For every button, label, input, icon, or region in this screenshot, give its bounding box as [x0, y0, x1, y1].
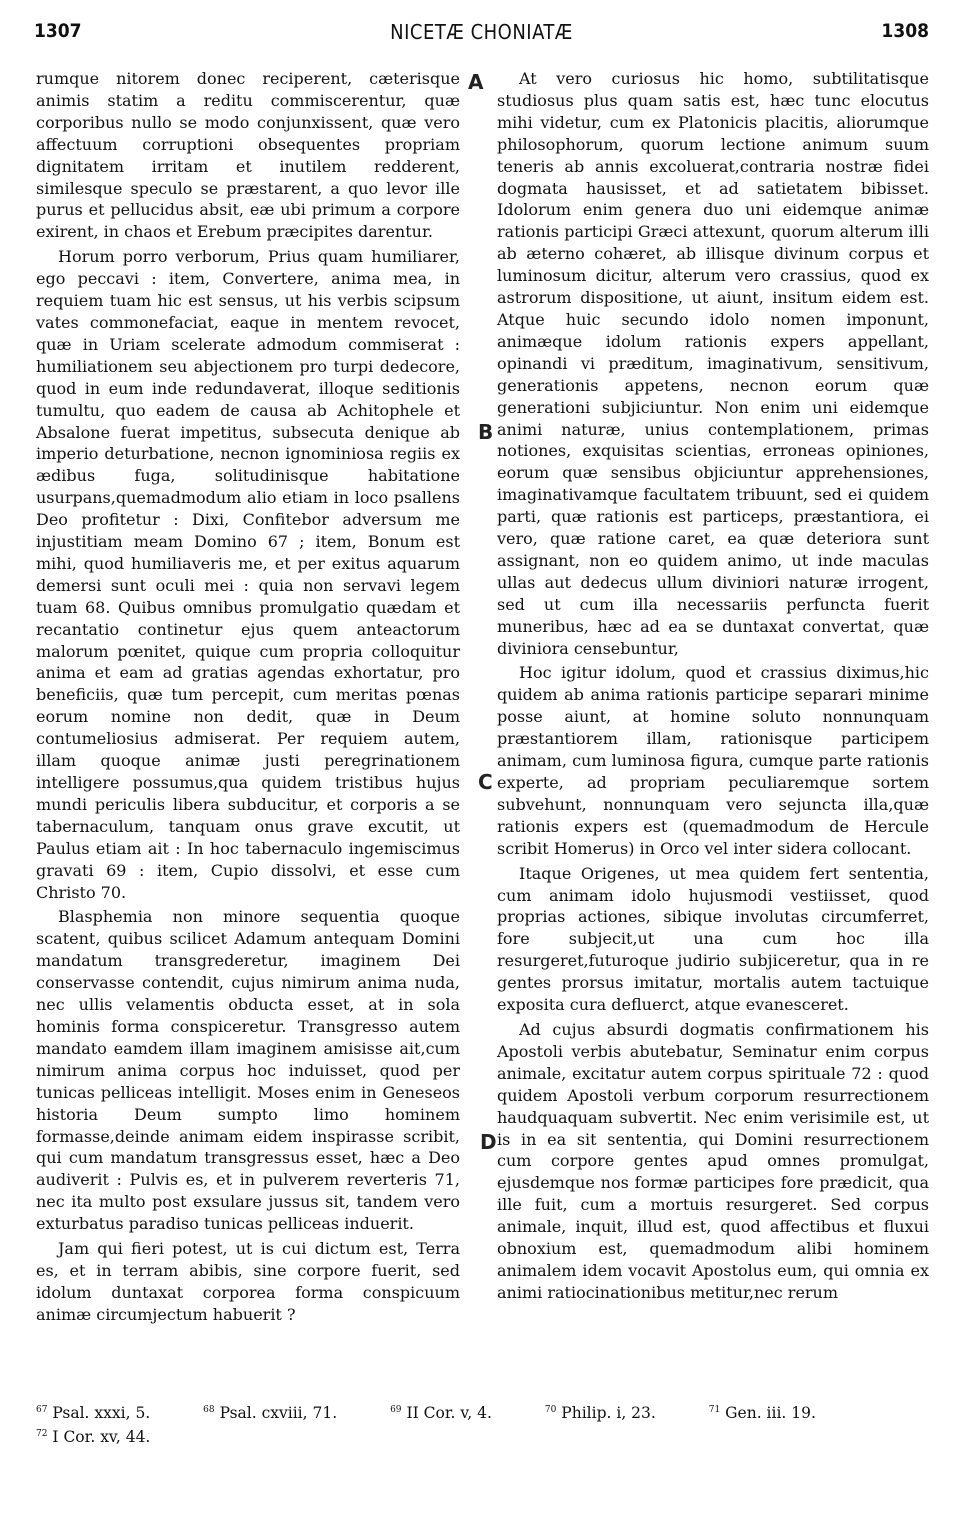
footnote: $^{72}$ I Cor. xv, 44.	[36, 1428, 151, 1447]
paragraph: At vero curiosus hic homo, subtilitatisque studiosus plus quam satis est, hæc tunc elocutus mihi videtur, cum ex Platonicis placitis, aliorumque philosophorum, quorum lectione animum suum teneris ab annis excoluerat,contraria nostræ fidei dogmata hausisset, et ad satietatem bibisset. Idolorum enim genera duo uni eidemque animæ rationis participi Græci attexunt, quorum alterum illi ab æterno cohæret, ab illisque divinum corpus et luminosum dicitur, alterum vero crassius, quod ex astrorum dispositione, ut aiunt, insitum eidem est. Atque huic secundo idolo nomen imponunt, animæque idolum rationis expers appellant, opinandi vi præditum, imaginativum, sensitivum, generationis appetens, necnon eorum quæ generationi subjiciuntur. Non enim uni eidemque animi naturæ, unius contemplationem, primas notiones, exquisitas scientias, erroneas opiniones, eorum quæ sensibus objiciuntur apprehensiones, imaginativamque facultatem tribuunt, sed ei quidem parti, quæ rationis est particeps, præstantiora, ei vero, quæ ratione caret, ea quæ deteriora sunt assignant, non eo quidem animo, ut inde maculas ullas aut dedecus ullum diviniori naturæ irrogent, sed ut cum illa necessariis perfuncta fuerit muneribus, hæc ad ea se duntaxat convertat, quæ diviniora censebuntur,	[497, 69, 929, 658]
footnote: $^{70}$ Philip. i, 23.	[544, 1404, 656, 1423]
paragraph: Blasphemia non minore sequentia quoque scatent, quibus scilicet Adamum antequam Domini mandatum transgrederetur, imaginem Dei conservasse contendit, cujus nimirum anima nuda, nec ullis velamentis obducta esset, at in sola hominis forma conspiceretur. Transgresso autem mandato eamdem illam imaginem amisisse ait,cum nimirum anima corpus hoc induisset, quod per tunicas pelliceas intelligit. Moses enim in Geneseos historia Deum sumpto limo hominem formasse,deinde animam eidem inspirasse scribit, qui cum mandatum transgressus esset, hæc a Deo audiverit : Pulvis es, et in pulverem reverteris 71, nec ita multo post exsulare jussus sit, tandem vero exturbatus paradiso tunicas pelliceas induerit.	[36, 907, 460, 1234]
footnote: $^{71}$ Gen. iii. 19.	[708, 1404, 816, 1423]
section-marker-a: A	[468, 70, 484, 94]
left-page-number: 1307	[34, 20, 82, 42]
right-column	[497, 68, 929, 1304]
paragraph: Jam qui fieri potest, ut is cui dictum est, Terra es, et in terram abibis, sine corpore fuerit, sed idolum duntaxat corporea forma conspicuum animæ circumjectum habuerit ?	[36, 1239, 460, 1324]
section-marker-d: D	[480, 1130, 497, 1154]
paragraph: Itaque Origenes, ut mea quidem fert sententia, cum animam idolo hujusmodi vestiisset, quod proprias actiones, sibique involutas circumferret, fore subjecit,ut una cum hoc illa resurgeret,futuroque judirio subjiceretur, qua in re gentes prorsus imitatur, mortalis autem tactuique exposita cura defluerct, atque evanesceret.	[497, 863, 929, 1015]
paragraph: rumque nitorem donec reciperent, cæterisque animis statim a reditu commiscerentur, quæ corporibus nullo se modo conjunxissent, quæ vero affectuum corruptioni obsequentes propriam dignitatem irritam et inutilem redderent, similesque speculo se præstarent, a quo levor ille purus et pellucidus absit, eæ ubi primum a corpore exirent, in chaos et Erebum præcipites darentur.	[36, 69, 460, 242]
paragraph: Ad cujus absurdi dogmatis confirmationem his Apostoli verbis abutebatur, Seminatur enim corpus animale, excitatur autem corpus spirituale 72 : quod quidem Apostoli verbum corporum resurrectionem haudquaquam subvertit. Nec enim verisimile est, ut is in ea sit sententia, qui Domini resurrectionem cum corpore gentes apud omnes promulgat, ejusdemque nos formæ participes fore prædicit, qua ille fuit, cum a mortuis resurgeret. Sed corpus animale, inquit, illud est, quod affectibus et fluxui obnoxium est, quemadmodum alibi hominem animalem idem vocavit Apostolus eum, qui omnia ex animi ratiocinationibus metitur,nec rerum	[497, 1019, 929, 1302]
footnote: $^{69}$ II Cor. v, 4.	[390, 1404, 492, 1423]
footnotes	[36, 1400, 929, 1448]
left-column	[36, 68, 460, 1326]
paragraph: Hoc igitur idolum, quod et crassius diximus,hic quidem ab anima rationis participe separari minime posse aiunt, at homine soluto nonnunquam præstantiorem illam, rationisque participem animam, cum luminosa figura, cumque parte rationis experte, ad propriam peculiaremque sortem subvehunt, nonnunquam vero sejuncta illa,quæ rationis expers est (quemadmodum de Hercule scribit Homerus) in Orco vel inter sidera collocant.	[497, 663, 929, 858]
section-marker-c: C	[478, 770, 493, 794]
paragraph: Horum porro verborum, Prius quam humiliarer, ego peccavi : item, Convertere, anima mea, in requiem tuam hic est sensus, ut his verbis scipsum vates commonefaciat, eaque in mentem revocet, quæ in Uriam scelerate admodum commiserat : humiliationem seu abjectionem pro turpi dedecore, quod in eum inde redundaverat, illoque seditionis tumultu, quo eadem de causa ab Achitophele et Absalone fuerat impetitus, subsecuta denique ab imperio deturbatione, necnon ignominiosa regiis ex ædibus fuga, solitudinisque habitatione usurpans,quemadmodum alio etiam in loco psallens Deo profitetur : Dixi, Confitebor adversum me injustitiam meam Domino 67 ; item, Bonum est mihi, quod humiliaveris me, et per exitus aquarum demersi sunt oculi mei : quia non servavi legem tuam 68. Quibus omnibus promulgatio quædam et recantatio continetur ejus quem anteactorum malorum pœnitet, quique cum propria colloquitur anima et eam ad gratias agendas exhortatur, pro beneficiis, quæ tum percepit, cum meritas pœnas eorum nomine non dedit, quæ in Deum contumeliosius admiserat. Per requiem autem, illam quoque animæ justi peregrinationem intelligere possumus,qua quidem tristibus hujus mundi periculis libera subducitur, et corporis a se tabernaculum, tanquam onus grave excutit, ut Paulus etiam ait : In hoc tabernaculo ingemiscimus gravati 69 : item, Cupio dissolvi, et esse cum Christo 70.	[36, 247, 460, 902]
right-page-number: 1308	[881, 20, 929, 42]
running-header	[34, 20, 929, 60]
footnote: $^{67}$ Psal. xxxi, 5.	[36, 1404, 151, 1423]
running-title: NICETÆ CHONIATÆ	[390, 20, 573, 44]
section-marker-b: B	[478, 420, 494, 444]
footnote: $^{68}$ Psal. cxviii, 71.	[203, 1404, 338, 1423]
